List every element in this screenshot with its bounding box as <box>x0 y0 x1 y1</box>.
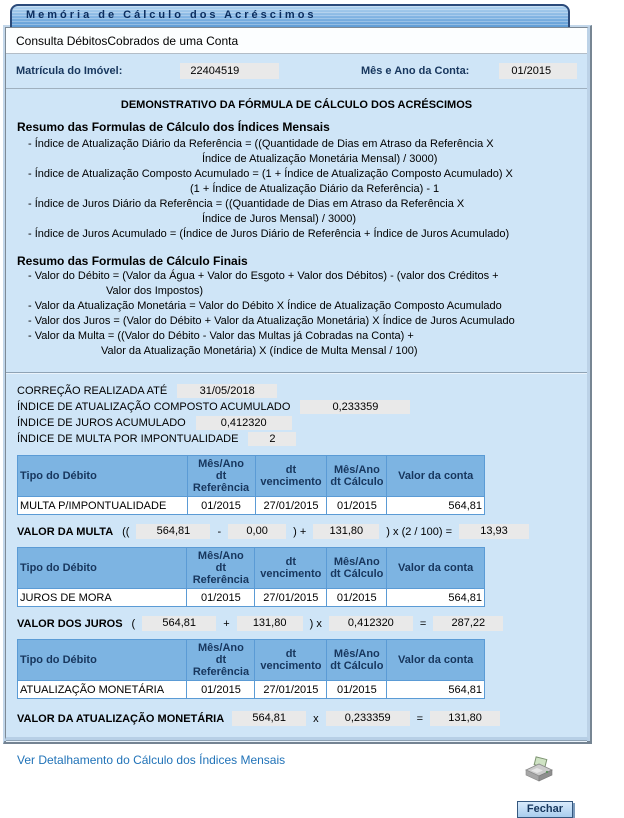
debit-table-multa <box>17 455 485 515</box>
atualizacao-box: 131,80 <box>237 616 303 631</box>
monthly-formulas-heading: Resumo das Formulas de Cálculo dos Índices Mensais <box>17 120 330 134</box>
formula-line: - Valor do Débito = (Valor da Água + Valor do Esgoto + Valor dos Débitos) - (valor dos Créditos + <box>28 270 499 282</box>
correcao-value: 31/05/2018 <box>177 384 277 398</box>
debit-table-atualizacao <box>17 639 485 699</box>
formula-line: - Valor da Atualização Monetária = Valor do Débito X Índice de Atualização Composto Acumulado <box>28 300 502 312</box>
operator: = <box>419 617 427 630</box>
indice-juros-value: 0,412320 <box>196 416 292 430</box>
cell-referencia: 01/2015 <box>187 681 255 699</box>
final-formulas-heading: Resumo das Formulas de Cálculo Finais <box>17 254 248 268</box>
table-row <box>18 589 485 607</box>
col-mes-ano-referencia <box>187 548 255 589</box>
paren: ( <box>131 617 136 630</box>
valor-conta-box: 564,81 <box>232 711 306 726</box>
subtitle: Consulta DébitosCobrados de uma Conta <box>6 28 587 54</box>
memoria-calculo-window <box>3 4 592 815</box>
cell-vencimento: 27/01/2015 <box>255 497 327 515</box>
formula-line: Valor dos Impostos) <box>106 285 204 297</box>
col-mes-ano-calculo <box>327 548 387 589</box>
col-mes-ano-calculo <box>327 456 387 497</box>
valor-atualizacao-label: VALOR DA ATUALIZAÇÃO MONETÁRIA <box>17 712 225 725</box>
col-dt-vencimento: dt vencimento <box>255 456 327 497</box>
paren: (( <box>122 525 130 538</box>
col-line2: dt Cálculo <box>330 568 384 580</box>
col-line1: Mês/Ano <box>197 550 244 562</box>
indices-summary <box>6 374 587 447</box>
operator: ) + <box>293 525 307 538</box>
cell-valor: 564,81 <box>387 681 485 699</box>
indice-multa-line <box>17 431 587 447</box>
window-title: Memória de Cálculo dos Acréscimos <box>26 9 317 21</box>
col-dt-vencimento: dt vencimento <box>255 640 327 681</box>
col-line1: Mês/Ano <box>198 458 244 470</box>
indice-juros-line <box>17 415 587 431</box>
col-line1: Mês/Ano <box>333 556 380 568</box>
cell-tipo: MULTA P/IMPONTUALIDADE <box>18 497 188 515</box>
cell-valor: 564,81 <box>387 497 485 515</box>
formula-line: Índice de Juros Mensal) / 3000) <box>202 213 357 225</box>
indice-atualizacao-line <box>17 399 587 415</box>
col-mes-ano-referencia <box>187 640 255 681</box>
col-line2: dt Cálculo <box>330 660 384 672</box>
cell-tipo: JUROS DE MORA <box>18 589 187 607</box>
indice-multa-value: 2 <box>248 432 296 446</box>
col-line1: Mês/Ano <box>333 648 380 660</box>
operator: + <box>223 617 230 630</box>
formula-line: Índice de Atualização Monetária Mensal) / 3000) <box>202 153 438 165</box>
demonstrativo-title: DEMONSTRATIVO DA FÓRMULA DE CÁLCULO DOS ACRÉSCIMOS <box>120 99 473 111</box>
table-header-row <box>18 640 485 681</box>
col-tipo-debito: Tipo do Débito <box>18 640 187 681</box>
multa-cobrada-box: 0,00 <box>228 524 286 539</box>
valor-conta-box: 564,81 <box>136 524 210 539</box>
col-tipo-debito: Tipo do Débito <box>18 456 188 497</box>
window-title-bar <box>10 4 570 27</box>
window-content <box>3 25 592 815</box>
valor-multa-label: VALOR DA MULTA <box>17 525 114 538</box>
cell-referencia: 01/2015 <box>187 497 255 515</box>
table-header-row <box>18 548 485 589</box>
col-line1: Mês/Ano <box>334 464 380 476</box>
indice-atualizacao-box: 0,233359 <box>326 711 410 726</box>
matricula-label: Matrícula do Imóvel: <box>16 65 123 77</box>
mes-ano-value-field[interactable]: 01/2015 <box>499 63 577 79</box>
debit-table-juros <box>17 547 485 607</box>
correcao-line <box>17 383 587 399</box>
indice-atualizacao-label: ÍNDICE DE ATUALIZAÇÃO COMPOSTO ACUMULADO <box>17 401 291 413</box>
valor-multa-line <box>17 524 587 539</box>
operator: ) x (2 / 100) = <box>386 525 453 538</box>
cell-calculo: 01/2015 <box>327 589 387 607</box>
resultado-multa-box: 13,93 <box>459 524 529 539</box>
operator: ) x <box>309 617 322 630</box>
correcao-label: CORREÇÃO REALIZADA ATÉ <box>17 385 168 397</box>
printer-icon[interactable] <box>523 757 555 790</box>
formula-line: - Índice de Juros Acumulado = (Índice de Juros Diário de Referência + Índice de Juros Acumulado) <box>28 228 510 240</box>
formula-line: - Índice de Atualização Diário da Referência = ((Quantidade de Dias em Atraso da Referência X <box>28 138 494 150</box>
formula-line: (1 + Índice de Atualização Diário da Referência) - 1 <box>190 183 440 195</box>
cell-vencimento: 27/01/2015 <box>255 681 327 699</box>
operator: - <box>217 525 222 538</box>
cell-valor: 564,81 <box>387 589 485 607</box>
cell-calculo: 01/2015 <box>327 681 387 699</box>
resultado-juros-box: 287,22 <box>433 616 503 631</box>
operator: = <box>416 712 424 725</box>
valor-atualizacao-line <box>17 711 587 726</box>
formula-line: - Índice de Juros Diário da Referência = ((Quantidade de Dias em Atraso da Referência X <box>28 198 465 210</box>
col-line2: dt Referência <box>192 562 249 586</box>
col-mes-ano-referencia <box>187 456 255 497</box>
valor-juros-line <box>17 616 587 631</box>
col-tipo-debito: Tipo do Débito <box>18 548 187 589</box>
col-valor-conta: Valor da conta <box>387 548 485 589</box>
cell-calculo: 01/2015 <box>327 497 387 515</box>
cell-tipo: ATUALIZAÇÃO MONETÁRIA <box>18 681 187 699</box>
table-header-row <box>18 456 485 497</box>
col-dt-vencimento: dt vencimento <box>255 548 327 589</box>
close-button-row <box>6 790 587 818</box>
formula-line: - Índice de Atualização Composto Acumulado = (1 + Índice de Atualização Composto Acumulado) X <box>28 168 513 180</box>
indice-atualizacao-value: 0,233359 <box>300 400 410 414</box>
footer-row <box>6 742 587 790</box>
valor-conta-box: 564,81 <box>142 616 216 631</box>
mes-ano-label: Mês e Ano da Conta: <box>360 65 470 77</box>
account-fields-row <box>6 54 587 89</box>
operator: x <box>313 712 319 725</box>
indice-juros-label: ÍNDICE DE JUROS ACUMULADO <box>17 417 186 429</box>
table-row <box>18 681 485 699</box>
matricula-value-field[interactable]: 22404519 <box>180 63 279 79</box>
fechar-button[interactable]: Fechar <box>517 801 573 818</box>
resultado-atualizacao-box: 131,80 <box>430 711 500 726</box>
detalhamento-link[interactable]: Ver Detalhamento do Cálculo dos Índices Mensais <box>17 753 286 767</box>
indice-multa-label: ÍNDICE DE MULTA POR IMPONTUALIDADE <box>17 433 239 445</box>
col-line2: dt Cálculo <box>330 476 384 488</box>
col-mes-ano-calculo <box>327 640 387 681</box>
indice-juros-box: 0,412320 <box>329 616 413 631</box>
col-line1: Mês/Ano <box>198 642 244 654</box>
col-line2: dt Referência <box>192 654 250 678</box>
formula-line: - Valor da Multa = ((Valor do Débito - Valor das Multas já Cobradas na Conta) + <box>28 330 414 342</box>
formula-line: - Valor dos Juros = (Valor do Débito + Valor da Atualização Monetária) X Índice de Juros Acumulado <box>28 315 515 327</box>
cell-vencimento: 27/01/2015 <box>255 589 327 607</box>
atualizacao-box: 131,80 <box>313 524 379 539</box>
table-row <box>18 497 485 515</box>
valor-juros-label: VALOR DOS JUROS <box>17 617 123 630</box>
cell-referencia: 01/2015 <box>187 589 255 607</box>
col-line2: dt Referência <box>192 470 250 494</box>
col-valor-conta: Valor da conta <box>387 640 485 681</box>
col-valor-conta: Valor da conta <box>387 456 485 497</box>
formula-line: Valor da Atualização Monetária) X (índice de Multa Mensal / 100) <box>101 345 418 357</box>
